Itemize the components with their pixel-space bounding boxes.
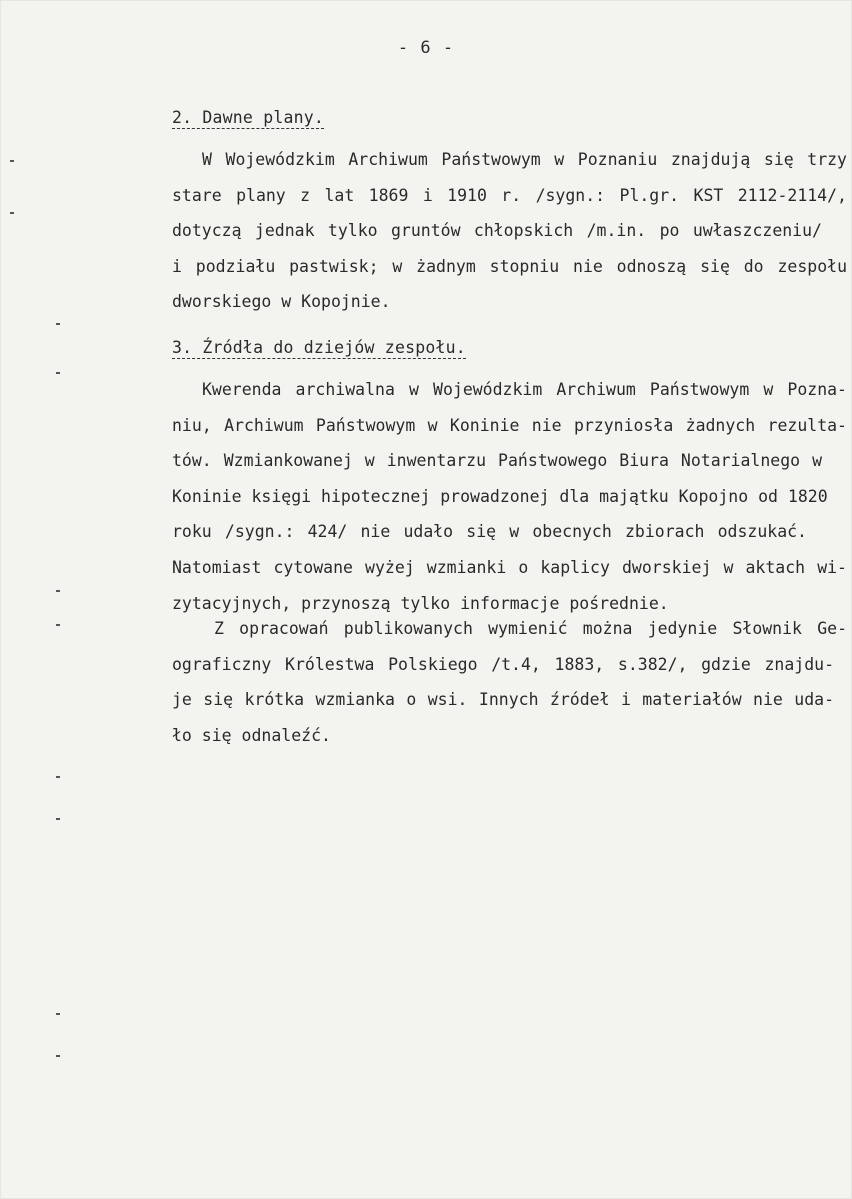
margin-mark <box>56 372 60 374</box>
margin-mark <box>56 624 60 626</box>
text-line: i podziału pastwisk; w żadnym stopniu nie odnoszą się do zespołu <box>172 256 847 276</box>
section-heading-zrodla: 3. Źródła do dziejów zespołu. <box>172 338 466 357</box>
text-line: Z opracowań publikowanych wymienić można jedynie Słownik Ge- <box>214 619 847 638</box>
text-line: dworskiego w Kopojnie. <box>172 292 391 312</box>
margin-mark <box>10 212 14 214</box>
paragraph-kwerenda <box>172 372 847 621</box>
margin-mark <box>56 1013 60 1015</box>
margin-mark <box>56 818 60 820</box>
text-line: Koninie księgi hipotecznej prowadzonej dla majątku Kopojno od 1820 <box>172 486 828 506</box>
margin-mark <box>10 160 14 162</box>
text-line: dotyczą jednak tylko gruntów chłopskich /m.in. po uwłaszczeniu/ <box>172 221 822 241</box>
margin-mark <box>56 590 60 592</box>
text-line: ograficzny Królestwa Polskiego /t.4, 1883, s.382/, gdzie znajdu- <box>172 654 834 674</box>
paragraph-opracowania <box>172 611 847 753</box>
margin-mark <box>56 1055 60 1057</box>
margin-mark <box>56 323 60 325</box>
text-line: stare plany z lat 1869 i 1910 r. /sygn.: Pl.gr. KST 2112-2114/, <box>172 185 847 205</box>
margin-mark <box>56 776 60 778</box>
text-line: zytacyjnych, przynoszą tylko informacje pośrednie. <box>172 593 669 613</box>
section-heading-dawne-plany: 2. Dawne plany. <box>172 108 325 127</box>
text-line: je się krótka wzmianka o wsi. Innych źródeł i materiałów nie uda- <box>172 690 834 710</box>
page-number: - 6 - <box>397 38 455 58</box>
text-line: W Wojewódzkim Archiwum Państwowym w Poznaniu znajdują się trzy <box>202 150 847 169</box>
text-line: ło się odnaleźć. <box>172 725 331 745</box>
text-line: tów. Wzmiankowanej w inwentarzu Państwowego Biura Notarialnego w <box>172 451 822 471</box>
text-line: niu, Archiwum Państwowym w Koninie nie przyniosła żadnych rezulta- <box>172 415 847 435</box>
paragraph-dawne-plany <box>172 142 847 320</box>
text-line: Natomiast cytowane wyżej wzmianki o kaplicy dworskiej w aktach wi- <box>172 557 847 577</box>
text-line: roku /sygn.: 424/ nie udało się w obecnych zbiorach odszukać. <box>172 522 807 542</box>
text-line: Kwerenda archiwalna w Wojewódzkim Archiwum Państwowym w Pozna- <box>202 380 847 399</box>
